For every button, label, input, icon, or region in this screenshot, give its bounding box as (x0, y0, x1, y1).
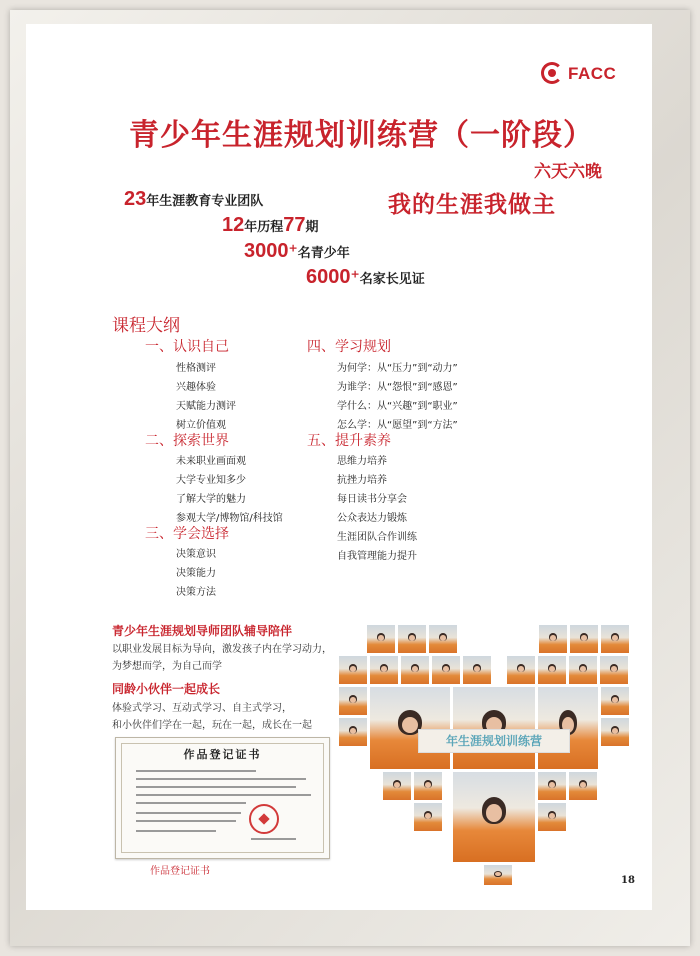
outline-item: 怎么学：从“愿望”到“方法” (337, 420, 458, 431)
stat-history-text: 年历程 (244, 220, 284, 235)
outline-item: 决策方法 (176, 587, 216, 598)
camp-photo (338, 686, 368, 716)
camp-photo (428, 624, 458, 654)
camp-photo (599, 655, 629, 685)
camp-photo (400, 655, 430, 685)
certificate-image (115, 737, 330, 859)
peers-line: 体验式学习、互动式学习、自主式学习， (112, 703, 292, 714)
camp-photo (431, 655, 461, 685)
outline-title: 课程大纲 (112, 316, 180, 336)
camp-photo (382, 771, 412, 801)
camp-photo (506, 655, 536, 685)
mentor-text (112, 641, 332, 675)
camp-photo (413, 802, 443, 832)
outline-item: 思维力培养 (337, 456, 387, 467)
camp-banner-text: 年生涯规划训练营 (418, 729, 570, 753)
stat-history-text2: 期 (305, 220, 319, 235)
camp-photo (338, 655, 368, 685)
section-heading-3: 三、学会选择 (145, 526, 229, 542)
outline-item: 参观大学/博物馆/科技馆 (176, 513, 283, 524)
camp-photo-large (537, 686, 599, 770)
outline-item: 天赋能力测评 (176, 401, 236, 412)
camp-photo (366, 624, 396, 654)
logo-text: FACC (568, 64, 617, 83)
camp-photo-large (452, 771, 536, 863)
camp-photo (483, 864, 513, 886)
certificate-text-line (136, 830, 216, 832)
stat-parents-text: 名家长见证 (359, 272, 425, 287)
stat-history-years: 12 (222, 214, 245, 236)
section-heading-1: 一、认识自己 (145, 339, 229, 355)
duration-label: 六天六晚 (534, 162, 602, 182)
stat-youth-number: 3000 (244, 240, 289, 262)
outline-item: 学什么：从“兴趣”到“职业” (337, 401, 458, 412)
stat-team-number: 23 (124, 188, 147, 210)
outline-item: 每日读书分享会 (337, 494, 407, 505)
stat-team-text: 年生涯教育专业团队 (146, 194, 264, 209)
outline-item: 了解大学的魅力 (176, 494, 246, 505)
brochure-page (26, 24, 652, 910)
certificate-caption: 作品登记证书 (150, 866, 210, 877)
page-title: 青少年生涯规划训练营（一阶段） (129, 118, 594, 153)
outline-item: 树立价值观 (176, 420, 226, 431)
stat-parents (306, 266, 425, 289)
stat-youth-plus: + (288, 241, 298, 255)
stat-team (124, 188, 263, 211)
mentor-line: 以职业发展目标为导向，激发孩子内在学习动力， (112, 644, 332, 655)
outline-item: 未来职业画面观 (176, 456, 246, 467)
section-heading-5: 五、提升素养 (307, 433, 391, 449)
camp-photo (538, 624, 568, 654)
page-number: 18 (621, 875, 635, 886)
certificate-seal-icon (249, 804, 279, 834)
certificate-text-line (136, 770, 256, 772)
photo-heart-collage (338, 624, 638, 884)
outline-item: 公众表达力锻炼 (337, 513, 407, 524)
section-heading-4: 四、学习规划 (307, 339, 391, 355)
mentor-heading: 青少年生涯规划导师团队辅导陪伴 (112, 624, 293, 638)
peers-text (112, 700, 312, 734)
outline-item: 为何学：从“压力”到“动力” (337, 363, 458, 374)
certificate-text-line (136, 794, 311, 796)
certificate-text-line (136, 786, 296, 788)
certificate-text-line (136, 778, 306, 780)
outline-item: 自我管理能力提升 (337, 551, 417, 562)
camp-photo (369, 655, 399, 685)
camp-photo (462, 655, 492, 685)
stat-youth (244, 240, 350, 263)
facc-logo (541, 62, 641, 88)
camp-photo (569, 624, 599, 654)
peers-heading: 同龄小伙伴一起成长 (112, 682, 221, 696)
outline-item: 兴趣体验 (176, 382, 216, 393)
mentor-line: 为梦想而学，为自己而学 (112, 661, 222, 672)
camp-photo (397, 624, 427, 654)
peers-line: 和小伙伴们学在一起，玩在一起，成长在一起 (112, 720, 312, 731)
camp-photo-large (369, 686, 451, 770)
camp-photo (568, 655, 598, 685)
stat-history (222, 214, 319, 237)
certificate-text-line (136, 802, 246, 804)
slogan: 我的生涯我做主 (388, 192, 556, 218)
stat-history-sessions: 77 (283, 214, 306, 236)
camp-photo (600, 717, 630, 747)
camp-photo (600, 686, 630, 716)
camp-photo (338, 717, 368, 747)
camp-photo (537, 655, 567, 685)
outline-item: 决策能力 (176, 568, 216, 579)
camp-photo (600, 624, 630, 654)
stat-youth-text: 名青少年 (297, 246, 350, 261)
certificate-text-line (136, 812, 241, 814)
camp-photo (413, 771, 443, 801)
stat-parents-number: 6000 (306, 266, 351, 288)
outline-item: 性格测评 (176, 363, 216, 374)
camp-photo (568, 771, 598, 801)
outline-item: 为谁学：从“怨恨”到“感恩” (337, 382, 458, 393)
camp-photo (537, 802, 567, 832)
stat-parents-plus: + (350, 267, 360, 281)
certificate-title: 作品登记证书 (183, 748, 262, 761)
section-heading-2: 二、探索世界 (145, 433, 229, 449)
outline-item: 生涯团队合作训练 (337, 532, 417, 543)
certificate-text-line (136, 820, 236, 822)
camp-photo (537, 771, 567, 801)
camp-photo-large (452, 686, 536, 770)
logo-dot-icon (548, 69, 556, 77)
certificate-text-line (251, 838, 296, 840)
outline-item: 抗挫力培养 (337, 475, 387, 486)
outline-item: 大学专业知多少 (176, 475, 246, 486)
outline-item: 决策意识 (176, 549, 216, 560)
